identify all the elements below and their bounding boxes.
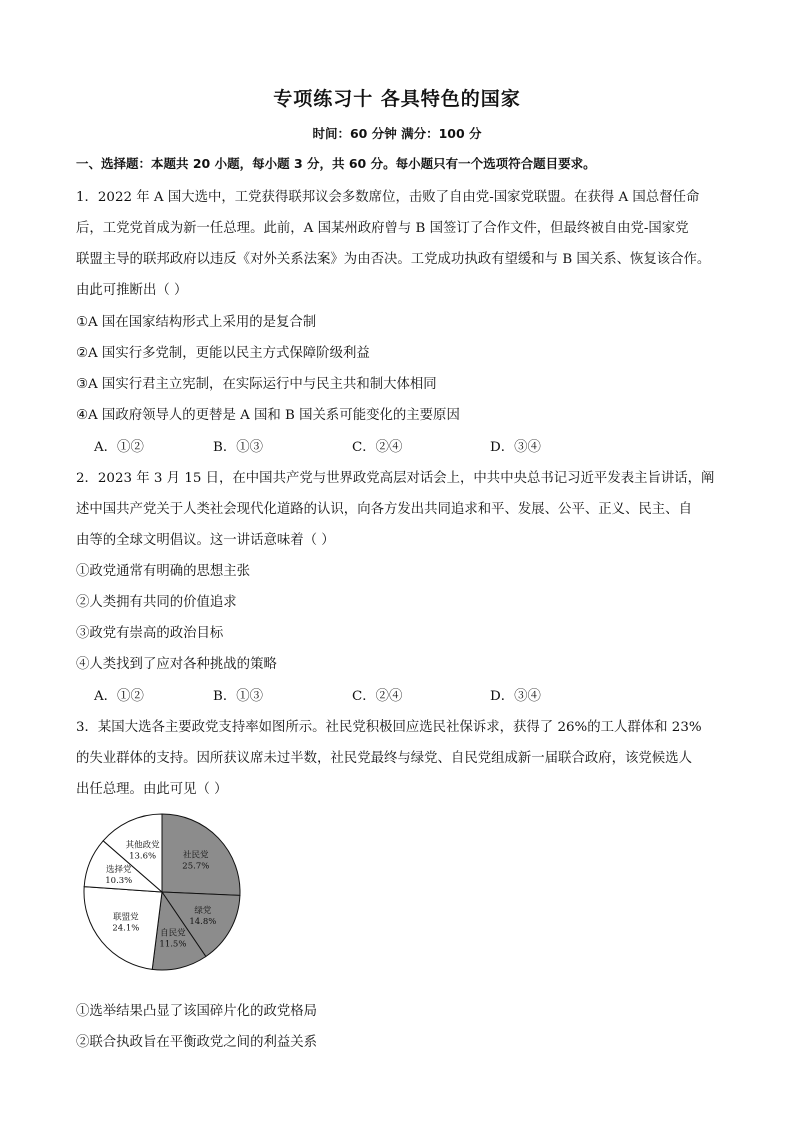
q1-stem-line: 1．2022 年 A 国大选中，工党获得联邦议会多数席位，击败了自由党-国家党联盟。在获得 A 国总督任命 (76, 190, 700, 205)
q2-item: ③政党有崇高的政治目标 (76, 626, 224, 641)
pie-slice-name-label: 联盟党 (113, 912, 139, 923)
pie-slice-name-label: 自民党 (160, 928, 186, 939)
q2-item: ②人类拥有共同的价值追求 (76, 595, 237, 610)
exam-time-info: 时间：60 分钟 满分：100 分 (312, 126, 482, 141)
q1-option-a[interactable]: A．①② (94, 440, 144, 455)
q1-stem-line: 由此可推断出（ ） (76, 283, 188, 298)
q3-stem-line: 3．某国大选各主要政党支持率如图所示。社民党积极回应选民社保诉求，获得了 26%的工人群体和 23% (76, 720, 702, 735)
q3-stem-line: 的失业群体的支持。因所获议席未过半数，社民党最终与绿党、自民党组成新一届联合政府，该党候选人 (76, 751, 692, 766)
q2-option-d[interactable]: D．③④ (490, 689, 541, 704)
q3-stem-line: 出任总理。由此可见（ ） (76, 782, 228, 797)
pie-slice-name-label: 社民党 (183, 850, 209, 861)
q1-option-b[interactable]: B．①③ (213, 440, 264, 455)
pie-slice-value-label: 10.3% (105, 876, 133, 887)
q2-stem-line: 由等的全球文明倡议。这一讲话意味着（ ） (76, 533, 335, 548)
pie-slice-value-label: 25.7% (182, 861, 210, 872)
pie-slice-value-label: 13.6% (129, 851, 157, 862)
pie-slice-value-label: 24.1% (112, 923, 140, 934)
q1-stem-line: 联盟主导的联邦政府以违反《对外关系法案》为由否决。工党成功执政有望缓和与 B 国关系、恢复该合作。 (76, 252, 711, 267)
party-support-pie-chart (82, 812, 252, 982)
q2-option-b[interactable]: B．①③ (213, 689, 264, 704)
q1-item: ④A 国政府领导人的更替是 A 国和 B 国关系可能变化的主要原因 (76, 408, 460, 423)
q2-item: ④人类找到了应对各种挑战的策略 (76, 657, 277, 672)
q2-option-a[interactable]: A．①② (94, 689, 144, 704)
pie-slice-value-label: 14.8% (189, 916, 217, 927)
q1-item: ②A 国实行多党制，更能以民主方式保障阶级利益 (76, 346, 370, 361)
q2-stem-line: 述中国共产党关于人类社会现代化道路的认识，向各方发出共同追求和平、发展、公平、正义、民主、自 (76, 502, 692, 517)
q1-item: ③A 国实行君主立宪制，在实际运行中与民主共和制大体相同 (76, 377, 437, 392)
section-heading: 一、选择题：本题共 20 小题，每小题 3 分，共 60 分。每小题只有一个选项符合题目要求。 (76, 156, 596, 171)
pie-slice-name-label: 绿党 (194, 905, 212, 916)
q3-item: ②联合执政旨在平衡政党之间的利益关系 (76, 1035, 318, 1050)
q2-option-c[interactable]: C．②④ (352, 689, 403, 704)
q2-stem-line: 2．2023 年 3 月 15 日，在中国共产党与世界政党高层对话会上，中共中央总书记习近平发表主旨讲话，阐 (76, 471, 715, 486)
q2-item: ①政党通常有明确的思想主张 (76, 564, 251, 579)
q1-option-c[interactable]: C．②④ (352, 440, 403, 455)
q3-item: ①选举结果凸显了该国碎片化的政党格局 (76, 1004, 318, 1019)
page-title: 专项练习十 各具特色的国家 (273, 88, 521, 110)
q1-item: ①A 国在国家结构形式上采用的是复合制 (76, 315, 317, 330)
pie-slice-name-label: 选择党 (106, 865, 132, 876)
pie-slice-name-label: 其他政党 (125, 840, 160, 851)
pie-slice-value-label: 11.5% (159, 939, 187, 950)
q1-stem-line: 后，工党党首成为新一任总理。此前，A 国某州政府曾与 B 国签订了合作文件，但最终被自由党-国家党 (76, 221, 689, 236)
q1-option-d[interactable]: D．③④ (490, 440, 541, 455)
